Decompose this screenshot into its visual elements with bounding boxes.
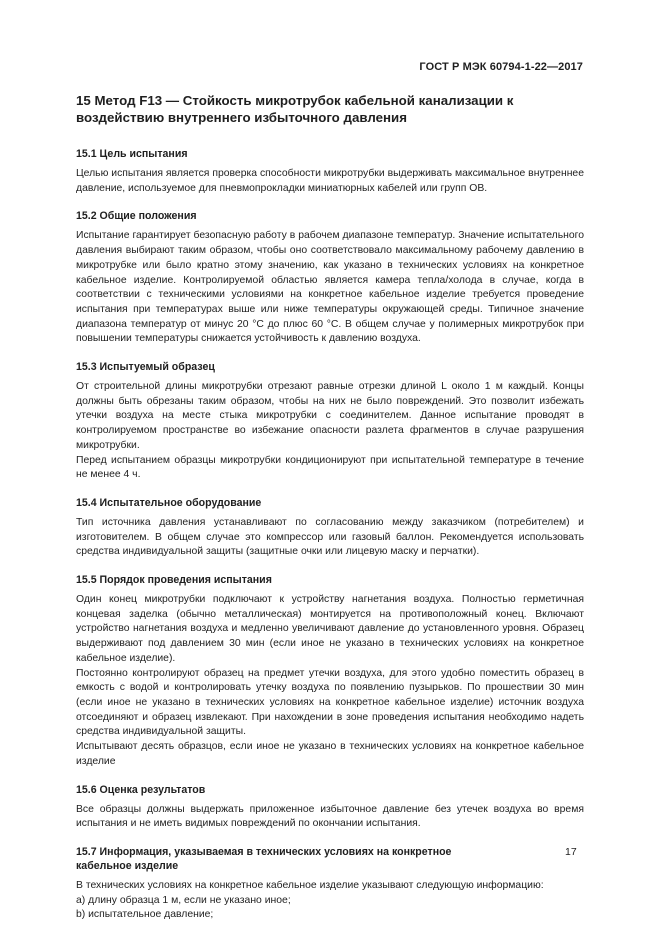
list-item: b) испытательное давление; bbox=[76, 909, 214, 921]
section-15-4 bbox=[76, 496, 584, 560]
section-title: 15 Метод F13 — Стойкость микротрубок кабельной канализации к воздействию внутреннего избыточного давления bbox=[76, 93, 514, 125]
section-heading: 15.2 Общие положения bbox=[76, 210, 197, 223]
section-15-2 bbox=[76, 209, 584, 347]
page-content bbox=[76, 92, 584, 936]
paragraph: Постоянно контролируют образец на предмет утечки воздуха, для этого удобно поместить образец в емкость с водой и контролировать утечку воздуха по появлению пузырьков. По прошествии 30 мин (если иное не указано в технических условиях на конкретное кабельное изделие) источник воздуха отсоединяют и образец извлекают. При нахождении в зоне проведения испытания необходимо надеть средства индивидуальной защиты. bbox=[76, 667, 584, 738]
paragraph: Испытывают десять образцов, если иное не указано в технических условиях на конкретное кабельное изделие bbox=[76, 741, 584, 767]
section-heading: 15.5 Порядок проведения испытания bbox=[76, 574, 272, 587]
section-heading: 15.1 Цель испытания bbox=[76, 148, 188, 160]
paragraph: Целью испытания является проверка способности микротрубки выдерживать максимальное внутреннее давление, используемое для пневмопрокладки миниатюрных кабелей или групп ОВ. bbox=[76, 168, 584, 194]
section-heading: 15.6 Оценка результатов bbox=[76, 783, 206, 796]
list-item: a) длину образца 1 м, если не указано иное; bbox=[76, 894, 291, 906]
section-15-3 bbox=[76, 360, 584, 483]
paragraph: Все образцы должны выдержать приложенное избыточное давление без утечек воздуха во время испытания и не иметь видимых повреждений по окончании испытания. bbox=[76, 803, 584, 830]
section-15-5 bbox=[76, 573, 584, 769]
paragraph: Испытание гарантирует безопасную работу в рабочем диапазоне температур. Значение испытательного давления выбирают таким образом, чтобы оно соответствовало максимальному рабочему давлению в микротрубке или было кратно этому значению, как указано в технических условиях на конкретное кабельное изделие. Контролируемой областью является камера тепла/холода в случае, когда в соответствии с техническими условиями на конкретное кабельное изделие требуется проведение испытания при температурах выше или ниже температуры окружающей среды. Типичное значение диапазона температур от минус 20 °C до плюс 60 °C. В общем случае у полимерных микротрубок при повышении температуры снижается устойчивость к давлению воздуха. bbox=[76, 230, 584, 345]
section-heading: 15.3 Испытуемый образец bbox=[76, 361, 215, 374]
paragraph: Один конец микротрубки подключают к устройству нагнетания воздуха. Полностью герметичная концевая заделка (обычно металлическая) монтируется на противоположный конец. Включают устройство нагнетания воздуха и медленно увеличивают давление до установленного уровня. Образец выдерживают под давлением 30 мин (если иное не указано в технических условиях на конкретное кабельное изделие). bbox=[76, 594, 584, 664]
page-number: 17 bbox=[565, 846, 577, 858]
paragraph: Тип источника давления устанавливают по согласованию между заказчиком (потребителем) и изготовителем. В общем случае это компрессор или газовый баллон. Рекомендуется использовать средства индивидуальной защиты (защитные очки или лицевую маску и перчатки). bbox=[76, 516, 584, 558]
section-15-1 bbox=[76, 147, 584, 196]
section-15-6 bbox=[76, 783, 584, 832]
paragraph: От строительной длины микротрубки отрезают равные отрезки длиной L около 1 м каждый. Концы должны быть обрезаны таким образом, чтобы на них не было повреждений. Это позволит избежать утечки воздуха на месте стыка микротрубки с соединителем. Данное испытание проводят в контролируемом пространстве во избежание опасности разлета фрагментов в случае разрушения микротрубки. bbox=[76, 381, 584, 451]
section-15-7 bbox=[76, 845, 584, 923]
paragraph: Перед испытанием образцы микротрубки кондиционируют при испытательной температуре в течение не менее 4 ч. bbox=[76, 454, 584, 481]
section-heading: 15.7 Информация, указываемая в технических условиях на конкретное кабельное изделие bbox=[76, 845, 452, 872]
section-heading: 15.4 Испытательное оборудование bbox=[76, 496, 262, 509]
paragraph: В технических условиях на конкретное кабельное изделие указывают следующую информацию: bbox=[76, 879, 544, 891]
document-standard-number: ГОСТ Р МЭК 60794-1-22—2017 bbox=[419, 61, 583, 73]
